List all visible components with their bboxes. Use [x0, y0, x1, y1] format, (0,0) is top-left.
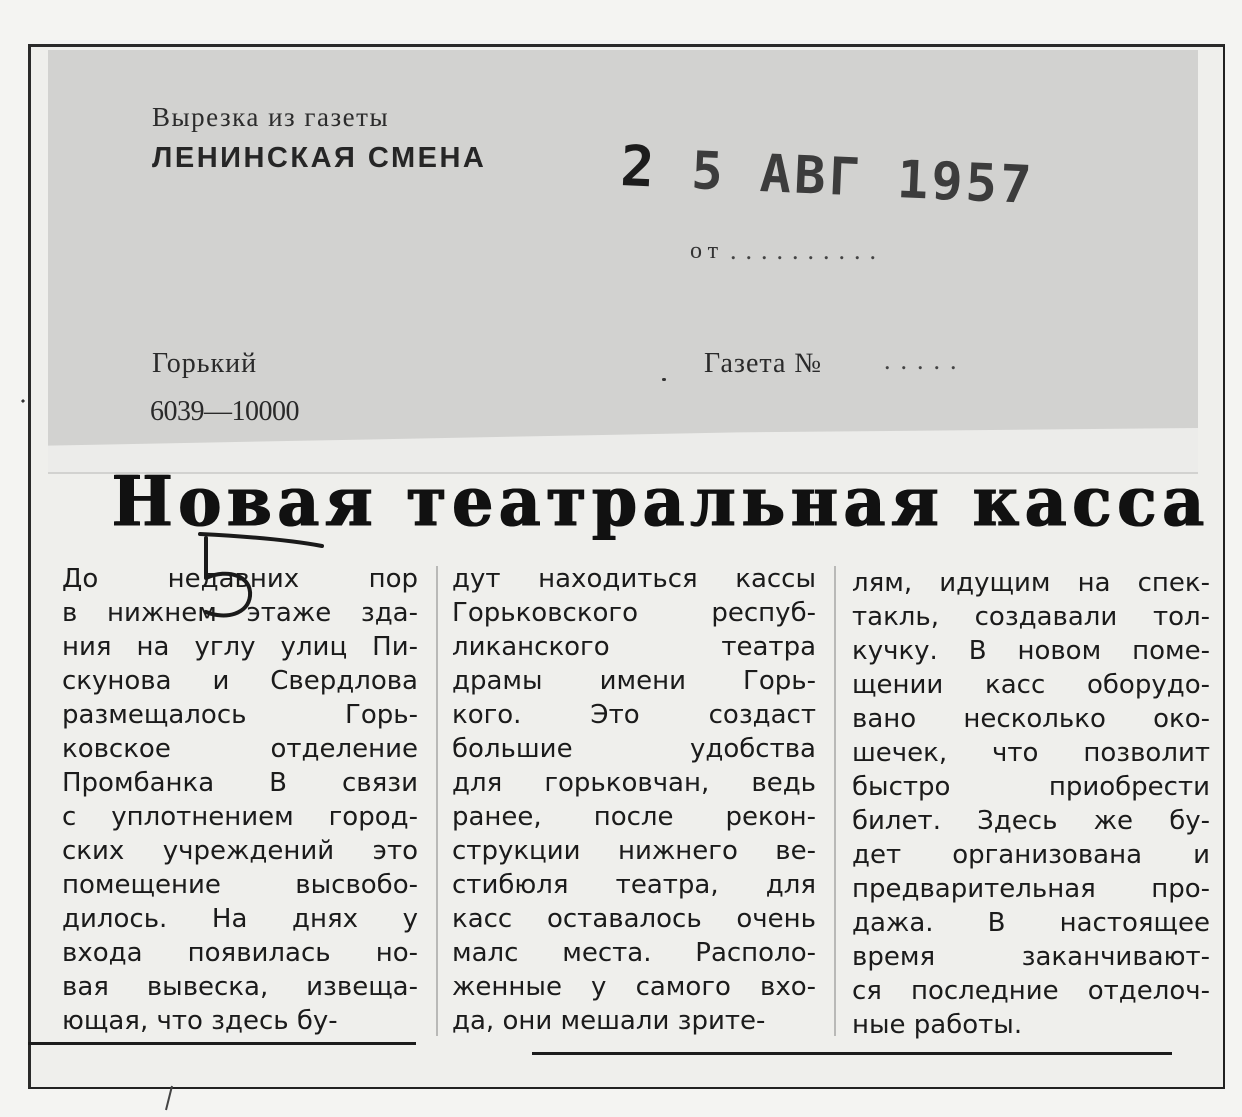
article-line: ния на углу улиц Пи-: [62, 632, 418, 662]
print-code: 6039—10000: [150, 396, 299, 427]
bottom-rule-right: [532, 1052, 1172, 1055]
article-line: До недавних пор: [62, 564, 418, 594]
article-line: с уплотнением город-: [62, 802, 418, 832]
article-line: в нижнем этаже зда-: [62, 598, 418, 628]
gazeta-number-dots: .....: [884, 346, 967, 375]
article-line: такль, создавали тол-: [852, 602, 1210, 632]
article-headline: Новая театральная касса: [112, 462, 1210, 543]
article-column-2: [452, 562, 816, 1038]
article-line: билет. Здесь же бу-: [852, 806, 1210, 836]
article-line: кучку. В новом поме-: [852, 636, 1210, 666]
article-line: да, они мешали зрите-: [452, 1006, 766, 1036]
comma-speck: [662, 378, 666, 381]
city-label: Горький: [152, 348, 258, 379]
article-line: струкции нижнего ве-: [452, 836, 816, 866]
article-line: кого. Это создаст: [452, 700, 816, 730]
article-line: дет организована и: [852, 840, 1210, 870]
article-line: малс места. Располо-: [452, 938, 816, 968]
gazeta-number-label: Газета №: [704, 348, 823, 379]
article-line: для горьковчан, ведь: [452, 768, 816, 798]
article-line: ковское отделение: [62, 734, 418, 764]
article-line: ся последние отделоч-: [852, 976, 1210, 1006]
article-column-1: [62, 562, 418, 1038]
article-line: быстро приобрести: [852, 772, 1210, 802]
article-line: ских учреждений это: [62, 836, 418, 866]
article-line: женные у самого вхо-: [452, 972, 816, 1002]
article-column-3: [852, 566, 1210, 1042]
article-line: помещение высвобо-: [62, 870, 418, 900]
article-line: ликанского театра: [452, 632, 816, 662]
ot-dots: ..........: [730, 236, 885, 265]
article-line: Горьковского респуб-: [452, 598, 816, 628]
article-line: большие удобства: [452, 734, 816, 764]
bottom-rule-left: [28, 1042, 416, 1045]
ot-label: от: [690, 238, 725, 264]
article-line: Промбанка В связи: [62, 768, 418, 798]
article-line: дилось. На днях у: [62, 904, 418, 934]
article-line: ные работы.: [852, 1010, 1023, 1040]
article-line: вая вывеска, извеща-: [62, 972, 418, 1002]
article-line: лям, идущим на спек-: [852, 568, 1210, 598]
column-rule-1: [436, 566, 438, 1036]
article-line: вано несколько око-: [852, 704, 1210, 734]
article-line: ранее, после рекон-: [452, 802, 816, 832]
article-line: дут находиться кассы: [452, 564, 816, 594]
article-line: стибюля театра, для: [452, 870, 816, 900]
date-stamp-day-first: 2: [619, 134, 659, 201]
article-line: касс оставалось очень: [452, 904, 816, 934]
article-line: дажа. В настоящее: [852, 908, 1210, 938]
date-stamp-rest: 5 АВГ 1957: [690, 141, 1036, 217]
article-line: размещалось Горь-: [62, 700, 418, 730]
article-line: входа появилась но-: [62, 938, 418, 968]
newspaper-name: ЛЕНИНСКАЯ СМЕНА: [152, 142, 487, 174]
article-line: время заканчивают-: [852, 942, 1210, 972]
column-rule-2: [834, 566, 836, 1036]
article-line: драмы имени Горь-: [452, 666, 816, 696]
article-line: щении касс оборудо-: [852, 670, 1210, 700]
clip-source-label: Вырезка из газеты: [152, 102, 390, 132]
article-line: шечек, что позволит: [852, 738, 1210, 768]
article-line: предварительная про-: [852, 874, 1210, 904]
article-line: скунова и Свердлова: [62, 666, 418, 696]
article-line: ющая, что здесь бу-: [62, 1006, 338, 1036]
